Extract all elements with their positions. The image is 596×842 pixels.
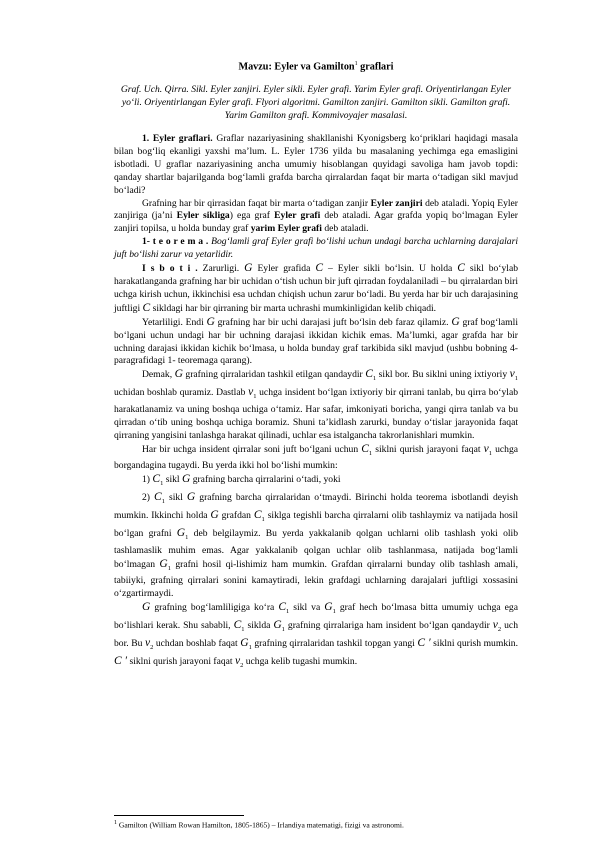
paragraph-definitions: Grafning har bir qirrasidan faqat bir marta o‘tadigan zanjir Eyler zanjiri deb ataladi. Yopiq Eyler zanjiriga (ja’ni Eyler sikliga) ega graf Eyler grafi deb ataladi. Agar grafda yopiq bo‘lmagan Eyler zanjiri topilsa, u holda bunday graf yarim Eyler grafi deb ataladi. <box>114 197 519 235</box>
term-semi-euler-graph: yarim Eyler grafi <box>250 223 322 235</box>
paragraph-two-cases: Har bir uchga insident qirralar soni juft bo‘lgani uchun $C_1$ siklni qurish jarayoni faqat $v_1$ uchga borgandagina tugaydi. Bu yerda ikki hol bo‘lishi mumkin: <box>114 442 518 472</box>
case-2: 2) $C_1$ sikl G grafning barcha qirralaridan o‘tmaydi. Birinchi holda teorema isbotlandi deyish mumkin. Ikkinchi holda G grafdan $C_1$ siklga tegishli barcha qirralarni olib tashlaymiz va natijada hosil bo‘lgan grafni $G_1$ deb belgilaymiz. Bu yerda yakkalanib qolgan uchlarni olib tashlash yoki olib tashlamaslik muhim emas. Agar yakkalanib qolgan uchlar olib tashlanmasa, natijada bog‘lamli bo‘lmagan $G_1$ grafni hosil qi-lishimiz ham mumkin. Grafdan qirralarni bunday olib tashlash amali, tabiiyki, grafning qirralari sonini kamaytiradi, lekin grafdagi uchlarning darajalari juftligi xossasini o‘zgartirmaydi. <box>114 491 518 600</box>
footnote-marker: 1 <box>354 61 358 67</box>
proof-necessity: I s b o t i . Zarurligi. G Eyler grafida C – Eyler sikli bo‘lsin. U holda C sikl bo‘ylab harakatlanganda grafning har bir uchidan o‘tish uchun bir juft qirradan foydalaniladi – bu qirralardan biri uchga kirish uchun, ikkinchisi esa uchdan chiqish uchun zarur bo‘ladi. Bu yerda har bir uch darajasining juftligi C sikldagi har bir qirraning bir marta uchrashi mumkinligidan kelib chiqadi. <box>114 262 519 314</box>
paragraph-cycle-construction: Demak, G grafning qirralaridan tashkil etilgan qandaydir $C_1$ sikl bor. Bu siklni uning ixtiyoriy $v_1$ uchidan boshlab quramiz. Dastlab $v_1$ uchga insident bo‘lgan ixtiyoriy bir qirrani tanlab, bu qirra bo‘ylab harakatlanamiz va uning boshqa uchiga o‘tamiz. Har safar, imkoniyati boricha, yangi qirra tanlab va bu qirradan o‘tib uning boshqa uchiga boramiz. Shuni ta’kidlash zarurki, bunday o‘tislar jarayonida faqat qirraning yangisini tanlashga harakat qilinadi, uchlar esa istalgancha takrorlanishlari mumkin. <box>114 368 518 441</box>
term-euler-chain: Eyler zanjiri <box>370 197 423 209</box>
footnote: $^1$ Gamilton (William Rowan Hamilton, 1805-1865) – Irlandiya matematigi, fizigi va astronomi. <box>114 820 404 830</box>
case-1: 1) $C_1$ sikl G grafning barcha qirralarini o‘tadi, yoki <box>142 473 341 488</box>
term-euler-graph: Eyler grafi <box>274 210 321 222</box>
page-title: Mavzu: Eyler va Gamilton$^1$ graflari <box>238 61 394 73</box>
proof-label: I s b o t i . <box>142 263 198 275</box>
keywords: Graf. Uch. Qirra. Sikl. Eyler zanjiri. Eyler sikli. Eyler grafi. Yarim Eyler grafi. Oriyentirlangan Eyler yo‘li. Oriyentirlangan Eyler grafi. Flyori algoritmi. Gamilton zanjiri. Gamilton sikli. Gamilton grafi. Yarim Gamilton grafi. Kommivoyajer masalasi. <box>120 84 512 122</box>
proof-sufficiency: Yetarliligi. Endi G grafning har bir uchi darajasi juft bo‘lsin deb faraz qilamiz. G graf bog‘lamli bo‘lgani uchun undagi har bir uchning darajasi ikkidan kichik emas. Ma’lumki, agar grafda har bir uchning darajasi ikkidan kichik bo‘lmasa, u holda bunday graf tarkibida sikl mavjud (ushbu bobning 4- paragrafidagi 1- teoremaga qarang). <box>114 315 518 367</box>
theorem-1: 1- t e o r e m a . Bog‘lamli graf Eyler grafi bo‘lishi uchun undagi barcha uchlarning darajalari juft bo‘lishi zarur va yetarlidir. <box>114 236 518 261</box>
footnote-divider <box>114 815 244 816</box>
paragraph-euler-graphs: 1. Eyler graflari. Graflar nazariyasining shakllanishi Kyonigsberg ko‘priklari haqidagi masala bilan bog‘liq ekanligi yaxshi ma’lum. L. Eyler 1736 yilda bu masalaning yechimga ega emasligini isbotladi. U graflar nazariyasining ancha umumiy hisoblangan quyidagi savoliga ham javob topdi: qanday shartlar bajarilganda bog‘lamli grafda barcha qirralardan faqat bir marta o‘tadigan sikl mavjud bo‘ladi? <box>114 133 519 196</box>
section-heading: 1. Eyler graflari. <box>142 133 213 145</box>
theorem-label: 1- t e o r e m a . <box>142 236 209 248</box>
paragraph-common-vertex: G grafning bog‘lamliligiga ko‘ra $C_1$ sikl va $G_1$ graf hech bo‘lmasa bitta umumiy uchga ega bo‘lishlari kerak. Shu sababli, $C_1$ siklda $G_1$ grafning qirralariga ham insident bo‘lgan qandaydir $v_2$ uch bor. Bu $v_2$ uchdan boshlab faqat $G_1$ grafning qirralaridan tashkil topgan yangi C ′ siklni qurish mumkin. C ′ siklni qurish jarayoni faqat $v_2$ uchga kelib tugashi mumkin. <box>114 601 518 669</box>
term-euler-cycle: Eyler sikliga <box>176 210 230 222</box>
